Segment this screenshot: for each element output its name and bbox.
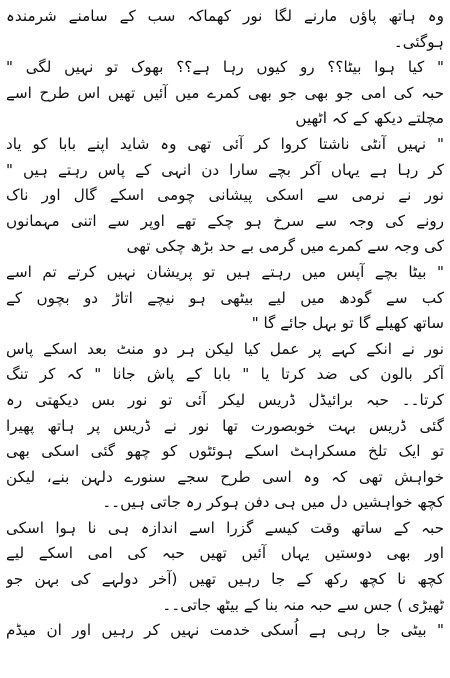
text-line: گئی ڈریس بہت خوبصورت تھا نور نے ڈریس پر ہاتھ پھیرا — [6, 416, 444, 435]
text-line: ساتھ کھیلے گا تو بہل جائے گا " — [251, 314, 444, 333]
text-line: کرتا۔۔ حبہ برائیڈل ڈریس لیکر آئی تو نور بس دیکھتی رہ — [6, 390, 444, 409]
text-line: " بیٹا بچے آپس میں رہتے ہیں تو پریشان نہیں کرتے تم اسے — [6, 262, 444, 281]
text-line: رونے کی وجہ سے سرخ ہو چکے تھے اوپر سے اتنی مہمانوں — [6, 211, 444, 230]
text-line: حبہ کے ساتھ وقت کیسے گزرا اسے اندازہ ہی نا ہوا اسکی — [6, 518, 444, 537]
text-line: تو ایک تلخ مسکراہٹ اسکے ہوئٹوں کو چھو گئی اسکی بھی — [6, 442, 444, 461]
text-line: " نہیں آنٹی ناشتا کروا کر آئی تھی وہ شاید اپنے بابا کو یاد — [6, 134, 444, 153]
text-line: اور بھی دوستیں یہاں آئیں تھیں حبہ کی امی اسکے لیے — [6, 544, 444, 563]
text-line: وہ ہاتھ پاؤں مارنے لگا نور کھماکہ سب کے سامنے شرمندہ — [6, 7, 444, 25]
text-line: خواہش تھی کہ وہ اسی طرح سجے سنورے دلہن بنے، لیکن — [6, 467, 444, 486]
text-line: ہوگئی۔ — [393, 32, 444, 51]
text-line: کچھ نا کچھ رکھ کے جا رہیں تھیں (آخر دولہے کی بہن جو — [6, 570, 444, 589]
text-line: نور نے نرمی سے اسکی پیشانی چومی اسکے گال اور ناک — [6, 186, 444, 205]
text-line: حبہ کی امی جو بھی جو بھی کمرے میں آئیں تھیں اس طرح اسے — [6, 83, 444, 102]
text-line: مچلتے دیکھ کے کہ اٹھیں — [295, 109, 444, 128]
text-line: کر رہا ہے یہاں آکر بچے سارا دن انہی کے پاس رہتے ہیں " — [6, 160, 444, 179]
text-line: کب سے گودھ میں لیے بیٹھی ہو نیچے اتاڑ دو بچوں کے — [6, 288, 444, 307]
text-line: کچھ خواہشیں دل میں ہی دفن ہوکر رہ جاتی ہیں۔۔ — [102, 493, 444, 512]
text-line: نور نے انکے کہے پر عمل کیا لیکن ہر دو منٹ بعد اسکے پاس — [6, 339, 444, 358]
text-line: ٹھیڑی ) جس سے حبہ منہ بنا کے بیٹھ جاتی۔۔ — [162, 595, 444, 614]
text-line: " کیا ہوا بیٹا؟؟ رو کیوں رہا ہے؟؟ بھوک تو نہیں لگی " — [6, 58, 444, 77]
text-line: " بیٹی جا رہی ہے اُسکی خدمت نہیں کر رہیں اور ان میڈم — [6, 621, 444, 640]
text-line: کی وجہ سے کمرے میں گرمی بے حد بڑھ چکی تھی — [126, 237, 444, 256]
text-line: آکر بالون کی ضد کرتا یا " بابا کے پاش جانا " کہ کر تنگ — [6, 365, 444, 384]
